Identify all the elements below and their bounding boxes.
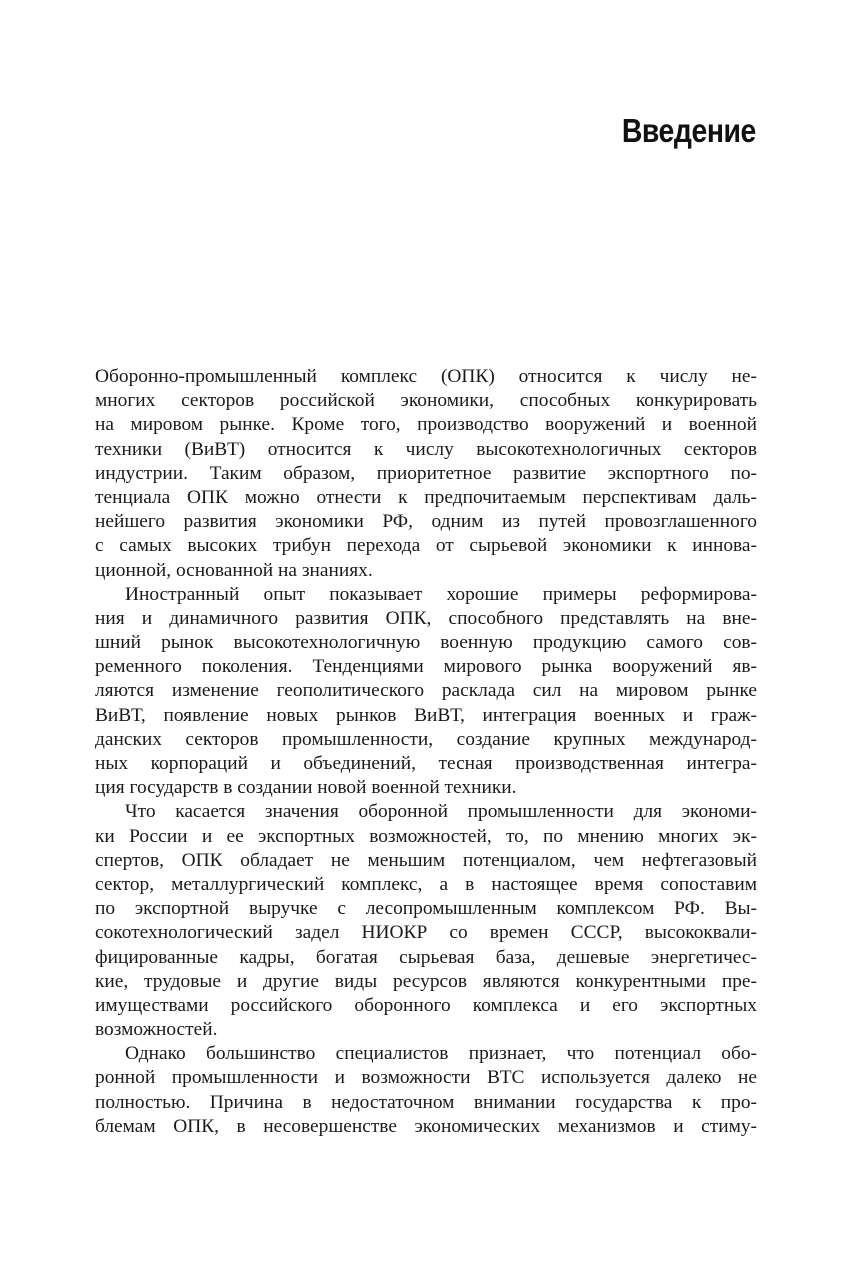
text-line: ных корпораций и объединений, тесная производственная интегра-	[95, 753, 757, 774]
text-line: многих секторов российской экономики, способных конкурировать	[95, 390, 757, 412]
text-line: фицированные кадры, богатая сырьевая база, дешевые энергетичес-	[95, 946, 757, 968]
text-line: спертов, ОПК обладает не меньшим потенциалом, чем нефтегазовый	[95, 849, 757, 871]
text-line: индустрии. Таким образом, приоритетное развитие экспортного по-	[95, 462, 757, 484]
text-line: ния и динамичного развития ОПК, способного представлять на вне-	[95, 607, 757, 629]
body-text	[95, 365, 757, 1139]
text-line: полностью. Причина в недостаточном внимании государства к про-	[95, 1091, 757, 1113]
text-line: ция государств в создании новой военной техники.	[95, 777, 517, 799]
text-line: ки России и ее экспортных возможностей, то, по мнению многих эк-	[95, 825, 757, 847]
text-line: кие, трудовые и другие виды ресурсов являются конкурентными пре-	[95, 970, 757, 992]
text-line: ВиВТ, появление новых рынков ВиВТ, интеграция военных и граж-	[95, 704, 757, 726]
text-line: ляются изменение геополитического расклада сил на мировом рынке	[95, 680, 757, 702]
chapter-title: Введение	[621, 112, 756, 149]
text-line: ременного поколения. Тенденциями мирового рынка вооружений яв-	[95, 656, 757, 678]
text-line: данских секторов промышленности, создание крупных международ-	[95, 728, 757, 750]
paragraph	[95, 365, 757, 583]
text-line: тенциала ОПК можно отнести к предпочитаемым перспективам даль-	[95, 486, 757, 508]
text-line: по экспортной выручке с лесопромышленным комплексом РФ. Вы-	[95, 898, 757, 920]
text-line: Однако большинство специалистов признает, что потенциал обо-	[125, 1043, 757, 1065]
text-line: Что касается значения оборонной промышленности для экономи-	[125, 801, 757, 823]
paragraph	[95, 1042, 757, 1139]
text-line: имуществами российского оборонного комплекса и его экспортных	[95, 994, 757, 1016]
text-line: сектор, металлургический комплекс, а в настоящее время сопоставим	[95, 873, 757, 895]
text-line: ронной промышленности и возможности ВТС используется далеко не	[95, 1067, 757, 1089]
text-line: ционной, основанной на знаниях.	[95, 559, 373, 581]
paragraph	[95, 800, 757, 1042]
text-line: сокотехнологический задел НИОКР со времен СССР, высококвали-	[95, 922, 757, 944]
text-line: блемам ОПК, в несовершенстве экономических механизмов и стиму-	[95, 1115, 757, 1137]
text-line: на мировом рынке. Кроме того, производство вооружений и военной	[95, 414, 757, 436]
text-line: нейшего развития экономики РФ, одним из путей провозглашенного	[95, 511, 757, 533]
text-line: возможностей.	[95, 1019, 218, 1041]
paragraph	[95, 583, 757, 801]
text-line: Оборонно-промышленный комплекс (ОПК) относится к числу не-	[95, 366, 757, 387]
text-line: техники (ВиВТ) относится к числу высокотехнологичных секторов	[95, 438, 757, 460]
text-line: Иностранный опыт показывает хорошие примеры реформирова-	[125, 583, 757, 605]
text-line: шний рынок высокотехнологичную военную продукцию самого сов-	[95, 632, 757, 654]
text-line: с самых высоких трибун перехода от сырьевой экономики к иннова-	[95, 535, 757, 557]
